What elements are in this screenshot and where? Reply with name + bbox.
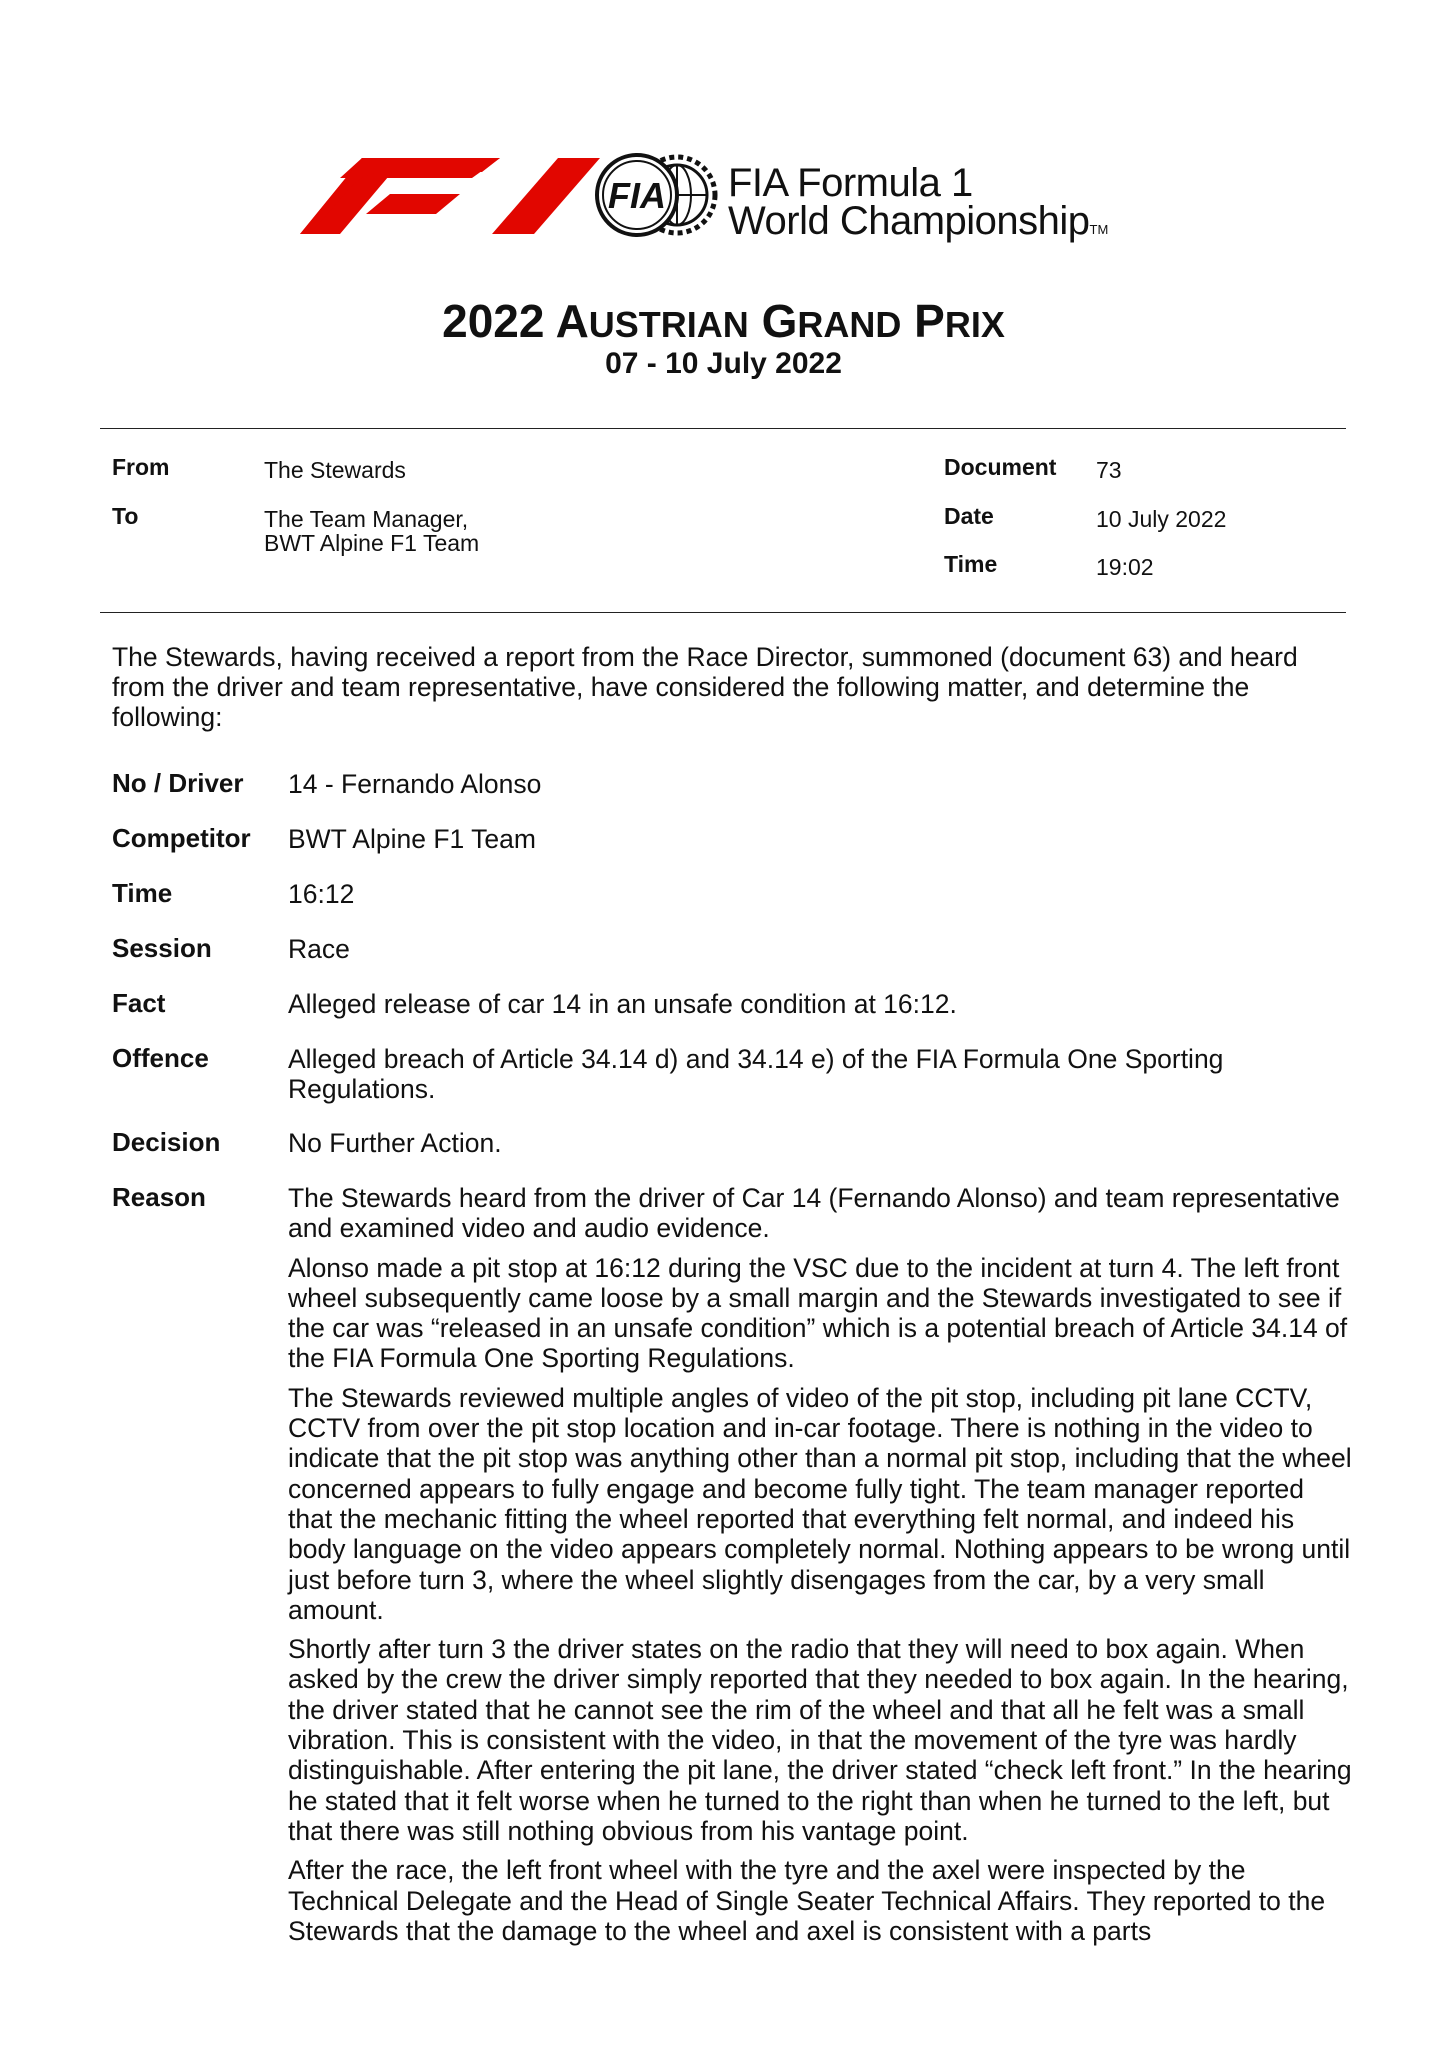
fact-label: Fact — [112, 988, 166, 1018]
reason-paragraph: After the race, the left front wheel with the tyre and the axel were inspected by the Technical Delegate and the Head of Single Seater Technical Affairs. They reported to the Stewards that the damage to the wheel and axel is consistent with a parts — [288, 1855, 1326, 1946]
from-value: The Stewards — [264, 457, 406, 483]
driver-value: 14 - Fernando Alonso — [288, 769, 542, 799]
to-value-line-1: The Team Manager, — [264, 506, 469, 532]
fia-emblem-icon — [592, 152, 722, 242]
competitor-label: Competitor — [112, 823, 251, 853]
time-label: Time — [944, 551, 998, 577]
reason-paragraph: The Stewards heard from the driver of Car 14 (Fernando Alonso) and team representative and examined video and audio evidence. — [288, 1183, 1340, 1244]
trademark: TM — [1089, 222, 1109, 237]
time-value: 19:02 — [1096, 554, 1154, 580]
header-top-divider — [100, 428, 1346, 429]
reason-text — [288, 1183, 1353, 1955]
to-value-line-2: BWT Alpine F1 Team — [264, 530, 480, 556]
title-word: PRIX — [914, 295, 1005, 347]
fia-f1-logo — [300, 150, 1180, 250]
session-value: Race — [288, 934, 350, 964]
date-label: Date — [944, 503, 994, 529]
document-title — [0, 294, 1447, 352]
f1-logo-icon — [300, 158, 600, 234]
header-bottom-divider — [100, 612, 1346, 613]
fact-value: Alleged release of car 14 in an unsafe condition at 16:12. — [288, 989, 957, 1019]
reason-paragraph: The Stewards reviewed multiple angles of video of the pit stop, including pit lane CCTV, CCTV from over the pit stop location and in-car footage. There is nothing in the video to indicate that the pit stop was anything other than a normal pit stop, including that the wheel concerned appears to fully engage and become fully tight. The team manager reported that the mechanic fitting the wheel reported that everything felt normal, and indeed his body language on the video appears completely normal. Nothing appears to be wrong until just before turn 3, where the wheel slightly disengages from the car, by a very small amount. — [288, 1382, 1352, 1625]
brand-line-2: World ChampionshipTM — [728, 199, 1109, 243]
reason-label: Reason — [112, 1182, 206, 1212]
date-value: 10 July 2022 — [1096, 506, 1227, 532]
decision-value: No Further Action. — [288, 1128, 502, 1158]
document-number: 73 — [1096, 457, 1122, 483]
competitor-value: BWT Alpine F1 Team — [288, 824, 536, 854]
reason-paragraph: Shortly after turn 3 the driver states on the radio that they will need to box again. When asked by the crew the driver simply reported that they needed to box again. In the hearing, the driver stated that he cannot see the rim of the wheel and that all he felt was a small vibration. This is consistent with the video, in that the movement of the tyre was hardly distinguishable. After entering the pit lane, the driver stated “check left front.” In the hearing he stated that it felt worse when he turned to the right than when he turned to the left, but that there was still nothing obvious from his vantage point. — [288, 1634, 1352, 1846]
svg-text:FIA: FIA — [608, 175, 666, 216]
reason-paragraph: Alonso made a pit stop at 16:12 during the VSC due to the incident at turn 4. The left front wheel subsequently came loose by a small margin and the Stewards investigated to see if the car was “released in an unsafe condition” which is a potential breach of Article 34.14 of the FIA Formula One Sporting Regulations. — [288, 1252, 1348, 1374]
title-word: GRAND — [761, 295, 902, 347]
document-label: Document — [944, 454, 1057, 480]
incident-time-value: 16:12 — [288, 879, 355, 909]
incident-time-label: Time — [112, 878, 173, 908]
title-year: 2022 — [442, 295, 545, 347]
offence-label: Offence — [112, 1043, 209, 1073]
to-label: To — [112, 503, 139, 529]
event-dates: 07 - 10 July 2022 — [605, 347, 842, 380]
brand-line-1: FIA Formula 1 — [728, 161, 973, 205]
brand-wordmark — [728, 161, 1109, 249]
from-label: From — [112, 454, 170, 480]
session-label: Session — [112, 933, 212, 963]
driver-label: No / Driver — [112, 768, 244, 798]
offence-value: Alleged breach of Article 34.14 d) and 34.14 e) of the FIA Formula One Sporting Regulations. — [288, 1044, 1224, 1104]
intro-paragraph: The Stewards, having received a report from the Race Director, summoned (document 63) and heard from the driver and team representative, have considered the following matter, and determine the following: — [112, 642, 1298, 732]
decision-label: Decision — [112, 1127, 221, 1157]
title-word: AUSTRIAN — [555, 295, 749, 347]
